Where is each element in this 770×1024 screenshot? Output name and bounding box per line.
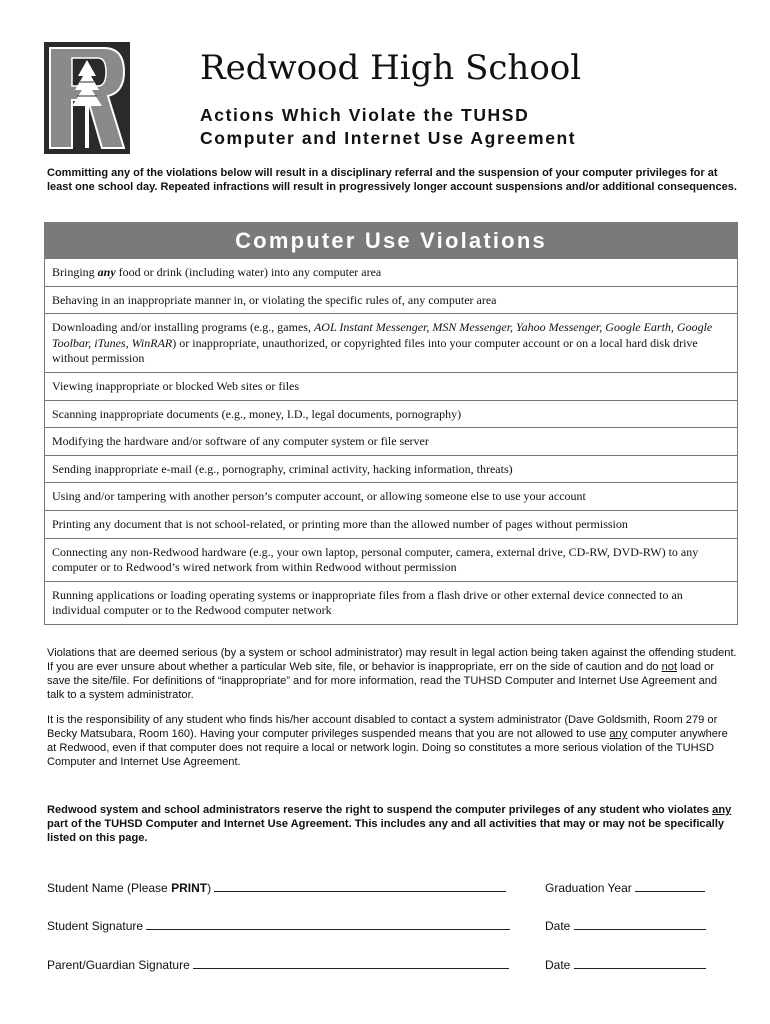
student-date-line[interactable] — [574, 918, 706, 930]
violations-table-header — [45, 223, 738, 259]
violation-text: Viewing inappropriate or blocked Web sites or files — [45, 372, 738, 400]
violation-row — [45, 400, 738, 428]
violation-text: food or drink (including water) into any computer area — [115, 265, 382, 279]
violation-row — [45, 428, 738, 456]
intro-paragraph: Committing any of the violations below will result in a disciplinary referral and the suspension of your computer privileges for at least one school day. Repeated infractions will result in progressively longer account suspensions and/or additional consequences. — [47, 167, 737, 193]
graduation-year-field[interactable]: Graduation Year — [545, 880, 705, 895]
student-signature-line[interactable] — [146, 918, 510, 930]
school-name: Redwood High School — [200, 48, 582, 88]
violation-row — [45, 455, 738, 483]
parent-signature-field[interactable]: Parent/Guardian Signature — [47, 957, 509, 972]
document-title — [200, 104, 576, 150]
account-disabled-paragraph: It is the responsibility of any student who finds his/her account disabled to contact a system administrator (Dave Goldsmith, Room 279 or Becky Matsubara, Room 160). Having your computer privileges suspended means that you are not allowed to use any computer anywhere at Redwood, even if that computer does not require a local or network login. Doing so constitutes a more serious violation of the TUHSD Computer and Internet Use Agreement. — [47, 714, 728, 768]
violation-text: Printing any document that is not school-related, or printing more than the allowed number of pages without permission — [45, 510, 738, 538]
document-title-line-2: Computer and Internet Use Agreement — [200, 128, 577, 148]
violation-text: Sending inappropriate e-mail (e.g., pornography, criminal activity, hacking information, threats) — [45, 455, 738, 483]
emphasis-any: any — [609, 728, 628, 740]
violation-text: Bringing — [52, 265, 98, 279]
violation-row — [45, 286, 738, 314]
rights-reserved-paragraph: Redwood system and school administrators reserve the right to suspend the computer privileges of any student who violates any part of the TUHSD Computer and Internet Use Agreement. This includes any and all activities that may or may not be specifically listed on this page. — [47, 804, 732, 844]
graduation-year-line[interactable] — [635, 880, 705, 892]
parent-date-field[interactable]: Date — [545, 957, 706, 972]
emphasis-not: not — [661, 661, 678, 673]
violations-table — [44, 222, 738, 625]
student-name-field[interactable]: Student Name (Please PRINT) — [47, 880, 506, 895]
violations-table-heading: Computer Use Violations — [235, 227, 547, 253]
violation-text: Running applications or loading operating systems or inappropriate files from a flash drive or other external device connected to an individual computer or to the Redwood computer network — [45, 581, 738, 624]
violation-row — [45, 538, 738, 581]
violation-row — [45, 259, 738, 287]
student-date-field[interactable]: Date — [545, 918, 706, 933]
student-signature-field[interactable]: Student Signature — [47, 918, 510, 933]
serious-violations-paragraph: Violations that are deemed serious (by a system or school administrator) may result in legal action being taken against the offending student. If you are ever unsure about whether a particular Web site, file, or behavior is inappropriate, err on the side of caution and do not load or save the site/file. For definitions of “inappropriate” and for more information, read the TUHSD Computer and Internet Use Agreement and talk to a system administrator. — [47, 647, 737, 701]
violation-emphasis: any — [97, 265, 116, 279]
parent-signature-line[interactable] — [193, 957, 509, 969]
student-name-line[interactable] — [214, 880, 506, 892]
violation-program-list: AOL Instant Messenger, MSN Messenger, Yahoo Messenger, Google Earth, Google Toolbar, iTunes, WinRAR — [52, 320, 713, 350]
violation-text: Behaving in an inappropriate manner in, or violating the specific rules of, any computer area — [45, 286, 738, 314]
violation-row — [45, 372, 738, 400]
violation-row — [45, 581, 738, 624]
violation-text: Connecting any non-Redwood hardware (e.g., your own laptop, personal computer, camera, external drive, CD-RW, DVD-RW) to any computer or to Redwood’s wired network from within Redwood without permission — [45, 538, 738, 581]
violation-text: Modifying the hardware and/or software of any computer system or file server — [45, 428, 738, 456]
violation-row — [45, 510, 738, 538]
document-title-line-1: Actions Which Violate the TUHSD — [200, 105, 530, 125]
violation-text: Using and/or tampering with another person’s computer account, or allowing someone else to use your account — [45, 483, 738, 511]
violation-text: ) or inappropriate, unauthorized, or copyrighted files into your computer account or on a local hard disk drive without permission — [52, 335, 698, 366]
violation-text: Scanning inappropriate documents (e.g., money, I.D., legal documents, pornography) — [45, 400, 738, 428]
emphasis-any: any — [712, 804, 732, 816]
violation-row — [45, 483, 738, 511]
school-logo — [44, 42, 130, 154]
parent-date-line[interactable] — [574, 957, 706, 969]
violation-text: Downloading and/or installing programs (e.g., games, — [52, 320, 314, 335]
violation-row — [45, 314, 738, 373]
